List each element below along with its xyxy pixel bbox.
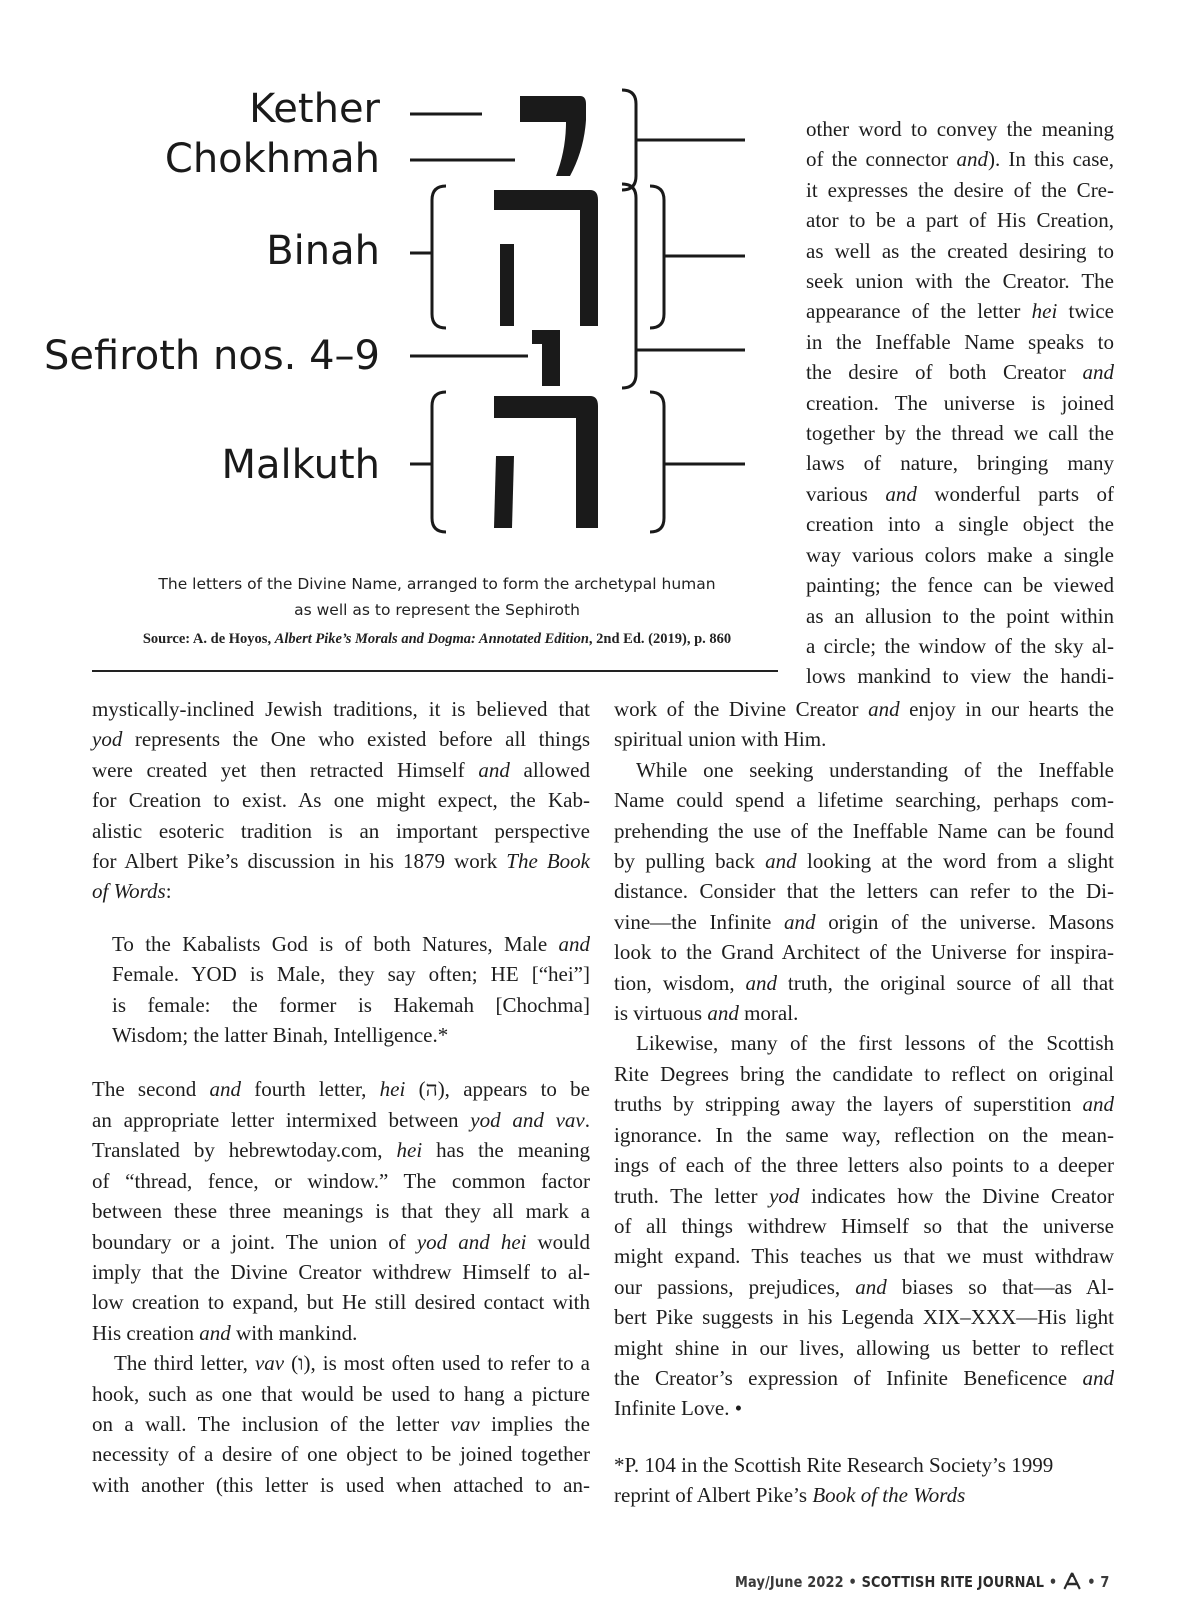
footer-sep-3: • <box>1087 1573 1097 1591</box>
text-line: boundary or a joint. The union of yod and hei would <box>92 1229 591 1254</box>
text-line: of Words: <box>92 879 172 904</box>
text-line: of the connector and). In this case, <box>806 147 1114 172</box>
footer-page: 7 <box>1100 1573 1110 1591</box>
text-line: seek union with the Creator. The <box>806 269 1114 294</box>
text-line: for Albert Pike’s discussion in his 1879 work The Book <box>92 849 591 874</box>
right-paragraph-2 <box>614 755 1114 1029</box>
text-line: ignorance. In the same way, reflection on the mean- <box>614 1122 1114 1147</box>
text-line: His creation and with mankind. <box>92 1320 358 1345</box>
text-line: The second and fourth letter, hei (ה), appears to be <box>92 1077 591 1102</box>
footer-sep-2: • <box>1049 1573 1058 1591</box>
divine-name-diagram <box>0 0 800 560</box>
right-top-column <box>806 114 1114 692</box>
left-paragraph-3 <box>92 1348 590 1500</box>
text-line: spiritual union with Him. <box>614 727 827 752</box>
text-line: of all things withdrew Himself so that the universe <box>614 1213 1114 1238</box>
text-line: yod represents the One who existed before all things <box>92 727 590 752</box>
label-binah: Binah <box>266 228 380 274</box>
text-line: bert Pike suggests in his Legenda XIX–XXX—His light <box>614 1305 1114 1330</box>
text-line: vine—the Infinite and origin of the universe. Masons <box>614 909 1115 934</box>
text-line: Translated by hebrewtoday.com, hei has the meaning <box>92 1138 590 1163</box>
text-line: look to the Grand Architect of the Universe for inspira- <box>614 940 1114 965</box>
bracket-right-top <box>622 90 636 190</box>
label-malkuth: Malkuth <box>221 442 380 488</box>
text-line: To the Kabalists God is of both Natures, Male and <box>112 931 590 956</box>
text-line: creation into a single object the <box>806 512 1114 537</box>
text-line: laws of nature, bringing many <box>806 451 1114 476</box>
source-prefix: Source: A. de Hoyos, <box>142 631 275 647</box>
footer-issue: May/June 2022 <box>735 1573 845 1591</box>
text-line: While one seeking understanding of the Ineffable <box>636 757 1114 782</box>
text-line: various and wonderful parts of <box>806 481 1114 506</box>
caption-rule <box>92 670 778 672</box>
text-line: truth. The letter yod indicates how the Divine Creator <box>614 1183 1114 1208</box>
text-line: truths by stripping away the layers of superstition and <box>614 1092 1114 1117</box>
text-line: between these three meanings is that they all mark a <box>92 1199 590 1224</box>
left-paragraph-1 <box>92 694 590 907</box>
text-line: as an allusion to the point within <box>806 603 1114 628</box>
letter-hei-upper <box>494 190 598 326</box>
bracket-right-lower-hei <box>650 392 664 532</box>
text-line: hook, such as one that would be used to hang a picture <box>92 1381 590 1406</box>
text-line: by pulling back and looking at the word from a slight <box>614 849 1114 874</box>
text-line: lows mankind to view the handi- <box>806 664 1114 689</box>
bracket-right-mid <box>622 184 636 388</box>
block-quote <box>92 929 590 1051</box>
diagram-graphics <box>0 0 800 560</box>
right-paragraph-1 <box>614 694 1114 755</box>
right-top-paragraph <box>806 114 1114 692</box>
caption-line-1: The letters of the Divine Name, arranged to form the archetypal human <box>158 575 716 593</box>
label-chokhmah: Chokhmah <box>164 136 380 182</box>
text-line: Likewise, many of the first lessons of the Scottish <box>636 1031 1114 1056</box>
text-line: it expresses the desire of the Cre- <box>806 177 1114 202</box>
letter-vav <box>532 330 560 386</box>
text-line: reprint of Albert Pike’s Book of the Words <box>614 1483 966 1508</box>
figure-source <box>92 631 782 648</box>
footnote <box>614 1450 1114 1511</box>
text-line: mystically-inclined Jewish traditions, it is believed that <box>92 697 590 721</box>
footer-journal: SCOTTISH RITE JOURNAL <box>862 1573 1045 1591</box>
text-line: as well as the created desiring to <box>806 238 1114 263</box>
text-line: might expand. This teaches us that we must withdraw <box>614 1244 1114 1269</box>
text-line: work of the Divine Creator and enjoy in our hearts the <box>614 697 1114 721</box>
text-line: distance. Consider that the letters can refer to the Di- <box>614 879 1114 904</box>
text-line: Name could spend a lifetime searching, perhaps com- <box>614 788 1114 813</box>
text-line: ator to be a part of His Creation, <box>806 208 1114 233</box>
text-line: prehending the use of the Ineffable Name can be found <box>614 818 1114 843</box>
right-column <box>614 694 1114 1511</box>
footer-sep-1: • <box>848 1573 858 1591</box>
text-line: *P. 104 in the Scottish Rite Research Society’s 1999 <box>614 1452 1054 1477</box>
text-line: way various colors make a single <box>806 542 1114 567</box>
text-line: creation. The universe is joined <box>806 390 1114 415</box>
text-line: an appropriate letter intermixed between yod and vav. <box>92 1107 590 1132</box>
text-line: the Creator’s expression of Infinite Beneficence and <box>614 1365 1114 1390</box>
text-line: imply that the Divine Creator withdrew Himself to al- <box>92 1259 590 1284</box>
text-line: were created yet then retracted Himself and allowed <box>92 757 590 782</box>
text-line: on a wall. The inclusion of the letter vav implies the <box>92 1411 590 1436</box>
text-line: a circle; the window of the sky al- <box>806 633 1114 658</box>
source-suffix: , 2nd Ed. (2019), p. 860 <box>588 631 732 647</box>
text-line: Rite Degrees bring the candidate to reflect on original <box>614 1061 1114 1086</box>
text-line: together by the thread we call the <box>806 421 1114 446</box>
text-line: the desire of both Creator and <box>806 360 1114 385</box>
caption-line-2: as well as to represent the Sephiroth <box>294 601 580 619</box>
bracket-left-lower <box>432 392 446 532</box>
left-paragraph-2 <box>92 1074 590 1348</box>
text-line: tion, wisdom, and truth, the original source of all that <box>614 970 1114 995</box>
text-line: appearance of the letter hei twice <box>806 299 1114 324</box>
text-line: Wisdom; the latter Binah, Intelligence.* <box>112 1023 449 1048</box>
text-line: for Creation to exist. As one might expect, the Kab- <box>92 788 590 813</box>
left-column <box>92 694 590 1500</box>
source-title: Albert Pike’s Morals and Dogma: Annotated Edition <box>274 631 589 647</box>
text-line: alistic esoteric tradition is an important perspective <box>92 818 590 843</box>
label-sefiroth: Sefiroth nos. 4–9 <box>44 333 380 379</box>
figure-caption <box>92 571 782 623</box>
text-line: ings of each of the three letters also points to a deeper <box>614 1153 1114 1178</box>
text-line: with another (this letter is used when attached to an- <box>92 1472 590 1497</box>
text-line: is female: the former is Hakemah [Chochma] <box>112 992 590 1017</box>
text-line: in the Ineffable Name speaks to <box>806 329 1114 354</box>
letter-hei-lower <box>494 396 598 528</box>
letter-yod <box>520 96 586 176</box>
bracket-left-upper <box>432 186 446 328</box>
text-line: is virtuous and moral. <box>614 1001 799 1026</box>
page-footer <box>735 1572 1110 1591</box>
text-line: other word to convey the meaning <box>806 117 1114 141</box>
right-paragraph-3 <box>614 1028 1114 1423</box>
text-line: Female. YOD is Male, they say often; HE [“hei”] <box>112 962 590 987</box>
label-kether: Kether <box>249 86 380 132</box>
bracket-right-upper-hei <box>650 186 664 328</box>
text-line: of “thread, fence, or window.” The common factor <box>92 1168 590 1193</box>
text-line: low creation to expand, but He still desired contact with <box>92 1290 590 1315</box>
text-line: our passions, prejudices, and biases so that—as Al- <box>614 1274 1115 1299</box>
text-line: might shine in our lives, allowing us better to reflect <box>614 1335 1114 1360</box>
compass-emblem-icon <box>1062 1572 1083 1590</box>
text-line: painting; the fence can be viewed <box>806 573 1114 598</box>
text-line: Infinite Love. • <box>614 1396 743 1421</box>
text-line: necessity of a desire of one object to be joined together <box>92 1442 590 1467</box>
text-line: The third letter, vav (ו), is most often used to refer to a <box>114 1351 591 1376</box>
